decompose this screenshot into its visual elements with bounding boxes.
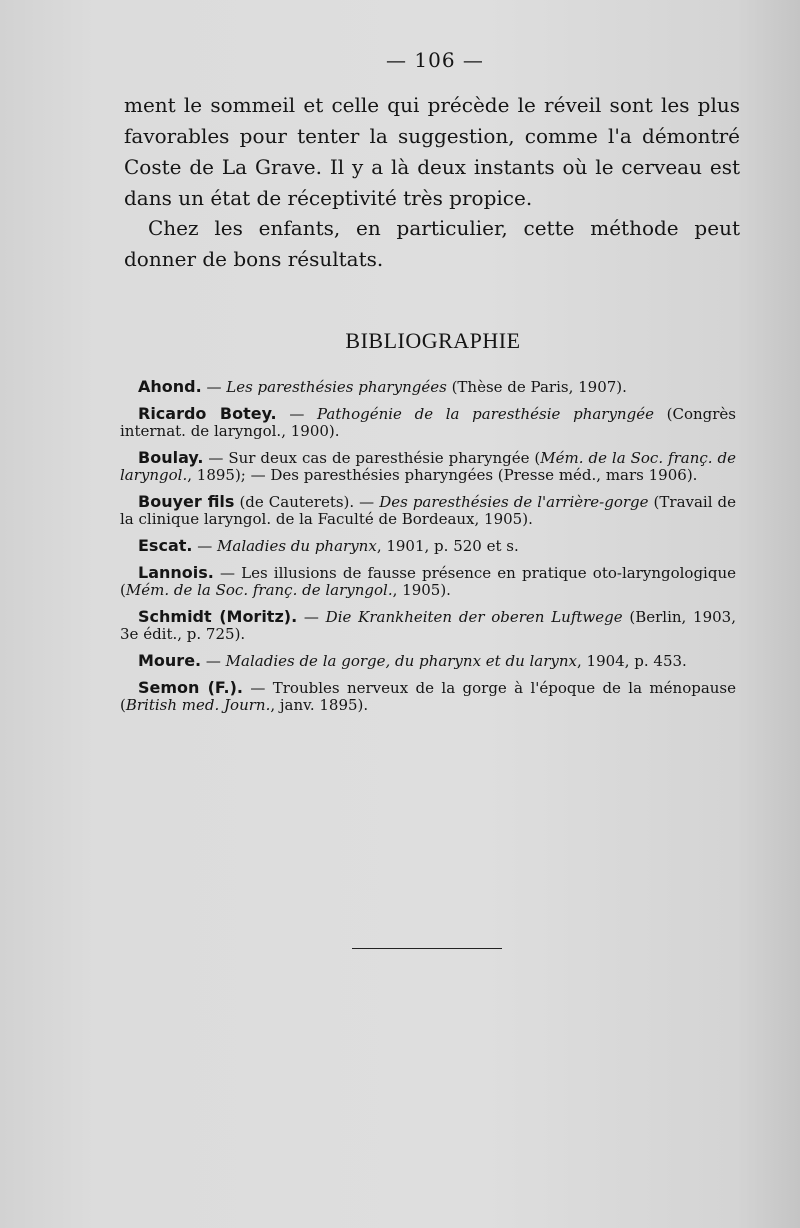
entry-title: Maladies du pharynx: [217, 537, 377, 555]
entry-text: , 1895); — Des paresthésies pharyngées (Presse méd., mars 1906).: [187, 466, 698, 484]
entry-author: Moure.: [138, 651, 202, 670]
bibliography-entry: [120, 449, 736, 484]
entry-text: —: [192, 537, 218, 555]
entry-text: , 1905).: [392, 581, 451, 599]
entry-text: (Travail de la clinique laryngol. de la Faculté de Bordeaux, 1905).: [120, 493, 737, 528]
entry-text: , 1904, p. 453.: [577, 652, 687, 670]
entry-text: (Berlin, 1903, 3e édit., p. 725).: [120, 608, 736, 643]
entry-author: Semon (F.).: [138, 678, 243, 697]
paragraph-1: ment le sommeil et celle qui précède le réveil sont les plus favorables pour tenter la suggestion, comme l'a démontré Coste de La Grave. Il y a là deux instants où le cerveau est dans un état de réceptivité très propice.: [124, 93, 740, 210]
entry-author: Schmidt (Moritz).: [138, 607, 298, 626]
bibliography-entry: [120, 679, 736, 714]
entry-title: Des paresthésies de l'arrière-gorge: [379, 493, 649, 511]
entry-text: (Congrès internat. de laryngol., 1900).: [120, 405, 737, 440]
entry-author: Bouyer fils: [138, 492, 235, 511]
page-number: — 106 —: [386, 48, 484, 72]
entry-text: — Troubles nerveux de la gorge à l'époque de la ménopause (: [120, 679, 737, 714]
bibliography-entry: [120, 652, 736, 670]
entry-title: Les paresthésies pharyngées: [226, 378, 447, 396]
paragraph-2: Chez les enfants, en particulier, cette méthode peut donner de bons résultats.: [124, 216, 740, 271]
bibliography-entry: [120, 493, 736, 528]
entry-title: Die Krankheiten der oberen Luftwege: [325, 608, 623, 626]
bibliography-entry: [120, 537, 736, 555]
entry-title: Maladies de la gorge, du pharynx et du larynx: [225, 652, 578, 670]
entry-text: —: [201, 378, 227, 396]
entry-author: Escat.: [138, 536, 193, 555]
entry-text: — Les illusions de fausse présence en pratique oto-laryngologique (: [120, 564, 736, 599]
entry-text: — Sur deux cas de paresthésie pharyngée (: [203, 449, 541, 467]
bibliography-list: [120, 378, 736, 723]
entry-text: (de Cauterets). —: [234, 493, 380, 511]
closing-rule: [352, 948, 502, 949]
entry-title: Pathogénie de la paresthésie pharyngée: [317, 405, 654, 423]
entry-text: —: [297, 608, 326, 626]
entry-text: , janv. 1895).: [270, 696, 369, 714]
entry-title: Mém. de la Soc. franç. de laryngol.: [120, 449, 736, 484]
entry-text: , 1901, p. 520 et s.: [376, 537, 519, 555]
bibliography-heading: BIBLIOGRAPHIE: [345, 328, 521, 353]
entry-title: Mém. de la Soc. franç. de laryngol.: [125, 581, 393, 599]
entry-author: Ricardo Botey.: [138, 404, 277, 423]
entry-text: (Thèse de Paris, 1907).: [446, 378, 627, 396]
bibliography-entry: [120, 564, 736, 599]
bibliography-entry: [120, 378, 736, 396]
bibliography-entry: [120, 608, 736, 643]
entry-author: Ahond.: [138, 377, 202, 396]
entry-text: —: [201, 652, 226, 670]
entry-title: British med. Journ.: [125, 696, 271, 714]
entry-text: —: [276, 405, 318, 423]
bibliography-entry: [120, 405, 736, 440]
entry-author: Lannois.: [138, 563, 214, 582]
entry-author: Boulay.: [138, 448, 204, 467]
